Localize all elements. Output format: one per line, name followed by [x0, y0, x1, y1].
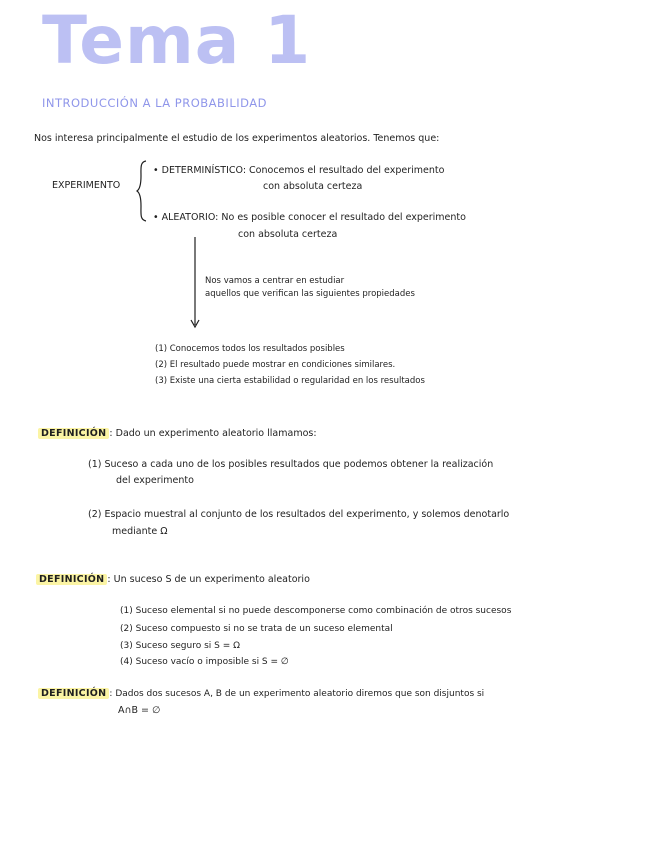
- def1-item2-line1: (2) Espacio muestral al conjunto de los resultados del experimento, y solemos denotarlo: [88, 509, 510, 520]
- deterministic-line1: • DETERMINÍSTICO: Conocemos el resultado del experimento: [153, 165, 445, 176]
- def1-item1-line1: (1) Suceso a cada uno de los posibles resultados que podemos obtener la realización: [88, 459, 494, 470]
- def1-item1-line2: del experimento: [116, 475, 194, 486]
- definition-3: [38, 688, 484, 699]
- note-line1: Nos vamos a centrar en estudiar: [205, 276, 345, 286]
- definition-2-text: : Un suceso S de un experimento aleatorio: [107, 574, 310, 585]
- deterministic-line2: con absoluta certeza: [263, 181, 363, 192]
- property-1: (1) Conocemos todos los resultados posibles: [155, 344, 345, 354]
- section-subtitle: INTRODUCCIÓN A LA PROBABILIDAD: [42, 96, 267, 110]
- definition-3-line2: A∩B = ∅: [118, 705, 161, 716]
- aleatorio-line2: con absoluta certeza: [238, 229, 338, 240]
- definition-3-text: : Dados dos sucesos A, B de un experimento aleatorio diremos que son disjuntos si: [109, 689, 485, 699]
- page-title: Tema 1: [42, 2, 312, 79]
- property-2: (2) El resultado puede mostrar en condiciones similares.: [155, 360, 396, 370]
- def2-item-4: (4) Suceso vacío o imposible si S = ∅: [120, 657, 289, 667]
- def2-item-3: (3) Suceso seguro si S = Ω: [120, 641, 240, 651]
- definition-1-label: DEFINICIÓN: [38, 428, 109, 439]
- note-line2: aquellos que verifican las siguientes propiedades: [205, 289, 415, 299]
- down-arrow-icon: [188, 237, 202, 329]
- def2-item-2: (2) Suceso compuesto si no se trata de un suceso elemental: [120, 624, 393, 634]
- definition-2: [36, 574, 310, 585]
- definition-1: [38, 428, 317, 439]
- intro-text: Nos interesa principalmente el estudio de los experimentos aleatorios. Tenemos que:: [34, 133, 440, 144]
- definition-3-label: DEFINICIÓN: [38, 688, 109, 699]
- def2-item-1: (1) Suceso elemental si no puede descomponerse como combinación de otros sucesos: [120, 606, 512, 616]
- property-3: (3) Existe una cierta estabilidad o regularidad en los resultados: [155, 376, 425, 386]
- experimento-label: EXPERIMENTO: [52, 180, 121, 191]
- definition-2-label: DEFINICIÓN: [36, 574, 107, 585]
- curly-brace-icon: [136, 160, 148, 222]
- definition-1-text: : Dado un experimento aleatorio llamamos:: [109, 428, 317, 439]
- def1-item2-line2: mediante Ω: [112, 526, 168, 537]
- aleatorio-line1: • ALEATORIO: No es posible conocer el resultado del experimento: [153, 212, 466, 223]
